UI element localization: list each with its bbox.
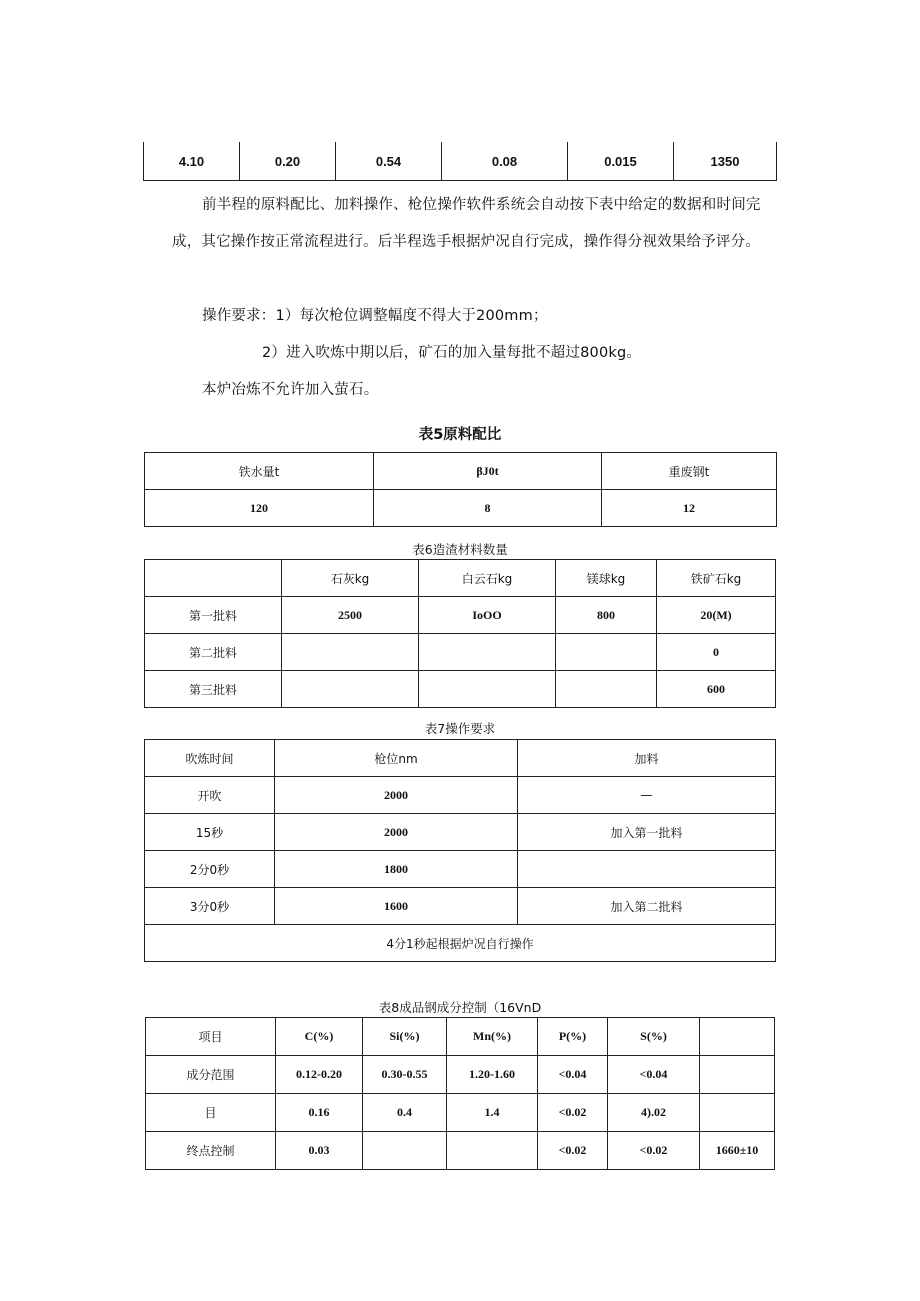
table-row	[145, 490, 777, 527]
table-cell: <0.02	[538, 1094, 608, 1132]
table-header: βJ0t	[374, 453, 602, 490]
table-header: 铁矿石kg	[657, 560, 776, 597]
table-cell: 0.20	[240, 142, 336, 181]
table-header: S(%)	[608, 1018, 700, 1056]
table-row	[145, 634, 776, 671]
table-cell: 2000	[275, 777, 518, 814]
table-cell: <0.04	[538, 1056, 608, 1094]
table-row	[146, 1018, 775, 1056]
table-row	[145, 851, 776, 888]
table-cell: <0.02	[608, 1132, 700, 1170]
table-row	[145, 671, 776, 708]
table-cell	[556, 634, 657, 671]
table-cell: 20(M)	[657, 597, 776, 634]
table-cell: 加入第二批料	[518, 888, 776, 925]
row-label: 成分范围	[146, 1056, 276, 1094]
table-header: 石灰kg	[282, 560, 419, 597]
table-cell	[363, 1132, 447, 1170]
no-fluorite-note: 本炉冶炼不允许加入萤石。	[202, 382, 379, 398]
table-header: C(%)	[276, 1018, 363, 1056]
table-cell: 800	[556, 597, 657, 634]
table-cell	[447, 1132, 538, 1170]
table-cell: 0.16	[276, 1094, 363, 1132]
table-cell: 加入第一批料	[518, 814, 776, 851]
table-cell: 1.4	[447, 1094, 538, 1132]
table-cell: 2000	[275, 814, 518, 851]
table-cell: IoOO	[419, 597, 556, 634]
table-cell	[419, 634, 556, 671]
table-cell: 0.12-0.20	[276, 1056, 363, 1094]
table-header: 重废钢t	[602, 453, 777, 490]
table-cell: —	[518, 777, 776, 814]
table-cell: 8	[374, 490, 602, 527]
table-row	[145, 888, 776, 925]
table-row	[146, 1094, 775, 1132]
row-label: 3分0秒	[145, 888, 275, 925]
table-header: P(%)	[538, 1018, 608, 1056]
table-cell: 120	[145, 490, 374, 527]
row-label: 15秒	[145, 814, 275, 851]
table-row	[146, 1056, 775, 1094]
table5-raw-material-ratio	[144, 452, 777, 527]
table-cell: <0.04	[608, 1056, 700, 1094]
table-cell: 600	[657, 671, 776, 708]
table-cell: <0.02	[538, 1132, 608, 1170]
table-cell: 0.08	[442, 142, 568, 181]
row-label: 第二批料	[145, 634, 282, 671]
table-row	[145, 740, 776, 777]
table-row	[145, 814, 776, 851]
table-cell: 0.30-0.55	[363, 1056, 447, 1094]
intro-paragraph: 前半程的原料配比、加料操作、枪位操作软件系统会自动按下表中给定的数据和时间完成，其它操作按正常流程进行。后半程选手根据炉况自行完成，操作得分视效果给予评分。	[172, 197, 761, 250]
table-header: 白云石kg	[419, 560, 556, 597]
table5-caption: 表5原料配比	[418, 427, 502, 443]
table-cell: 12	[602, 490, 777, 527]
top-data-table	[143, 142, 777, 181]
table7-operation-requirements	[144, 739, 776, 962]
table-row	[144, 142, 777, 181]
table-header: 镁球kg	[556, 560, 657, 597]
table-header: Si(%)	[363, 1018, 447, 1056]
table-header: 吹炼时间	[145, 740, 275, 777]
table-cell	[282, 634, 419, 671]
table-header: 枪位nm	[275, 740, 518, 777]
table-cell: 0.03	[276, 1132, 363, 1170]
table-header: 加料	[518, 740, 776, 777]
table-cell	[518, 851, 776, 888]
table-cell: 1600	[275, 888, 518, 925]
table-cell	[556, 671, 657, 708]
table-cell: 0.4	[363, 1094, 447, 1132]
table-row	[145, 777, 776, 814]
table-cell: 4.10	[144, 142, 240, 181]
table-cell	[700, 1056, 775, 1094]
table-header: 铁水量t	[145, 453, 374, 490]
table-cell	[282, 671, 419, 708]
table-footer-note: 4分1秒起根据炉况自行操作	[145, 925, 776, 962]
row-label: 开吹	[145, 777, 275, 814]
table6-slag-materials	[144, 559, 776, 708]
table-header: 项目	[146, 1018, 276, 1056]
table-row	[145, 560, 776, 597]
table-cell: 1800	[275, 851, 518, 888]
table-row	[146, 1132, 775, 1170]
table-cell: 4).02	[608, 1094, 700, 1132]
requirement-1: 操作要求：1）每次枪位调整幅度不得大于200mm；	[202, 308, 548, 324]
table7-caption: 表7操作要求	[424, 721, 496, 736]
table-row	[145, 597, 776, 634]
table-cell	[700, 1094, 775, 1132]
row-label: 2分0秒	[145, 851, 275, 888]
table-cell: 1350	[674, 142, 777, 181]
row-label: 目	[146, 1094, 276, 1132]
table-row	[145, 925, 776, 962]
table-cell: 2500	[282, 597, 419, 634]
table-cell: 0.54	[336, 142, 442, 181]
table-cell: 1660±10	[700, 1132, 775, 1170]
row-label: 第一批料	[145, 597, 282, 634]
table-cell: 0	[657, 634, 776, 671]
table8-caption: 表8成品钢成分控制（16VnD	[378, 1000, 542, 1015]
table-header: Mn(%)	[447, 1018, 538, 1056]
table-cell: 0.015	[568, 142, 674, 181]
table8-steel-composition-control	[145, 1017, 775, 1170]
table-row	[145, 453, 777, 490]
row-label: 终点控制	[146, 1132, 276, 1170]
table-header	[145, 560, 282, 597]
table-cell	[419, 671, 556, 708]
table-cell: 1.20-1.60	[447, 1056, 538, 1094]
table6-caption: 表6造渣材料数量	[412, 542, 508, 557]
table-header	[700, 1018, 775, 1056]
row-label: 第三批料	[145, 671, 282, 708]
requirement-2: 2）进入吹炼中期以后，矿石的加入量每批不超过800kg。	[262, 345, 642, 361]
